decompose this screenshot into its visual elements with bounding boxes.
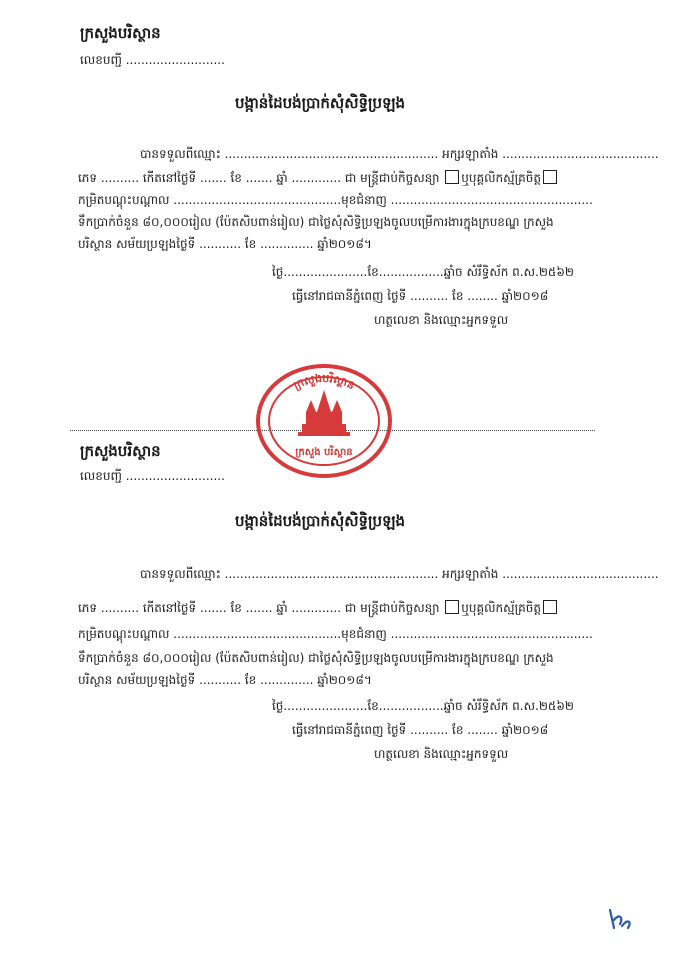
exam-date-line: បរិស្ថាន សម័យប្រឡងថ្ងៃទី ........... ខែ .............. ឆ្នាំ២០១៨។ [78, 237, 372, 251]
stamp-top-text: ក្រសួងបរិស្ថាន [291, 371, 357, 393]
contract-official-checkbox[interactable] [445, 600, 459, 614]
volunteer-label: ឬបុគ្គលិកស្ម័គ្រចិត្ត [461, 601, 542, 615]
received-from-line: បានទទួលពីឈ្មោះ ........................................................ អក្សរឡាតាំង ......................................... [140, 567, 659, 581]
amount-line: ទឹកប្រាក់ចំនួន ៨០,០០០រៀល (ប៉ែតសិបពាន់រៀល) ជាថ្លៃសុំសិទ្ធិប្រឡងចូលបម្រើការងារក្នុងក្របខណ្ឌ ក្រសួង [78, 215, 554, 229]
gender-birth-line [78, 600, 559, 618]
lunar-date-line: ថ្ងៃ......................ខែ.................ឆ្នាំច សំរឹទ្ធិស័ក ព.ស.២៥៦២ [272, 265, 575, 279]
receipt-title: បង្កាន់ដៃបង់ប្រាក់សុំសិទ្ធិប្រឡង [235, 512, 406, 530]
amount-line: ទឹកប្រាក់ចំនួន ៨០,០០០រៀល (ប៉ែតសិបពាន់រៀល) ជាថ្លៃសុំសិទ្ធិប្រឡងចូលបម្រើការងារក្នុងក្របខណ្ឌ ក្រសួង [78, 651, 554, 665]
svg-text:ក្រសួងបរិស្ថាន [291, 371, 357, 392]
place-date-line: ធ្វើនៅរាជធានីភ្នំពេញ ថ្ងៃទី .......... ខែ ........ ឆ្នាំ២០១៨ [292, 723, 549, 737]
signature-line: ហត្ថលេខា និងឈ្មោះអ្នកទទួល [374, 313, 509, 327]
gender-birth-text: ភេទ .......... កើតនៅថ្ងៃទី ....... ខែ ....... ឆ្នាំ ............. ជា មន្ត្រីជាប់កិច្ចសន្យា [78, 171, 440, 185]
ministry-header: ក្រសួងបរិស្ថាន [80, 442, 161, 460]
angkor-temple-icon [298, 390, 350, 436]
receipt-title: បង្កាន់ដៃបង់ប្រាក់សុំសិទ្ធិប្រឡង [235, 94, 406, 112]
blue-mark-icon [606, 906, 634, 932]
register-number: លេខបញ្ជី .......................... [80, 53, 225, 67]
contract-official-checkbox[interactable] [445, 170, 459, 184]
volunteer-label: ឬបុគ្គលិកស្ម័គ្រចិត្ត [461, 171, 542, 185]
lunar-date-line: ថ្ងៃ......................ខែ.................ឆ្នាំច សំរឹទ្ធិស័ក ព.ស.២៥៦២ [272, 699, 575, 713]
gender-birth-text: ភេទ .......... កើតនៅថ្ងៃទី ....... ខែ ....... ឆ្នាំ ............. ជា មន្ត្រីជាប់កិច្ចសន្យា [78, 601, 440, 615]
volunteer-checkbox[interactable] [543, 600, 557, 614]
signature-line: ហត្ថលេខា និងឈ្មោះអ្នកទទួល [374, 747, 509, 761]
training-level-line: កម្រិតបណ្តុះបណ្តាល ............................................មុខជំនាញ ..................................................... [78, 627, 593, 641]
received-from-line: បានទទួលពីឈ្មោះ ........................................................ អក្សរឡាតាំង ......................................... [140, 147, 659, 161]
stamp-bottom-text: ក្រសួង បរិស្ថាន [295, 447, 353, 458]
exam-date-line: បរិស្ថាន សម័យប្រឡងថ្ងៃទី ........... ខែ .............. ឆ្នាំ២០១៨។ [78, 673, 372, 687]
official-stamp [254, 362, 394, 480]
training-level-line: កម្រិតបណ្តុះបណ្តាល ............................................មុខជំនាញ ..................................................... [78, 193, 593, 207]
gender-birth-line [78, 170, 559, 188]
ministry-header: ក្រសួងបរិស្ថាន [80, 24, 161, 42]
volunteer-checkbox[interactable] [543, 170, 557, 184]
register-number: លេខបញ្ជី .......................... [80, 469, 225, 483]
place-date-line: ធ្វើនៅរាជធានីភ្នំពេញ ថ្ងៃទី .......... ខែ ........ ឆ្នាំ២០១៨ [292, 289, 549, 303]
